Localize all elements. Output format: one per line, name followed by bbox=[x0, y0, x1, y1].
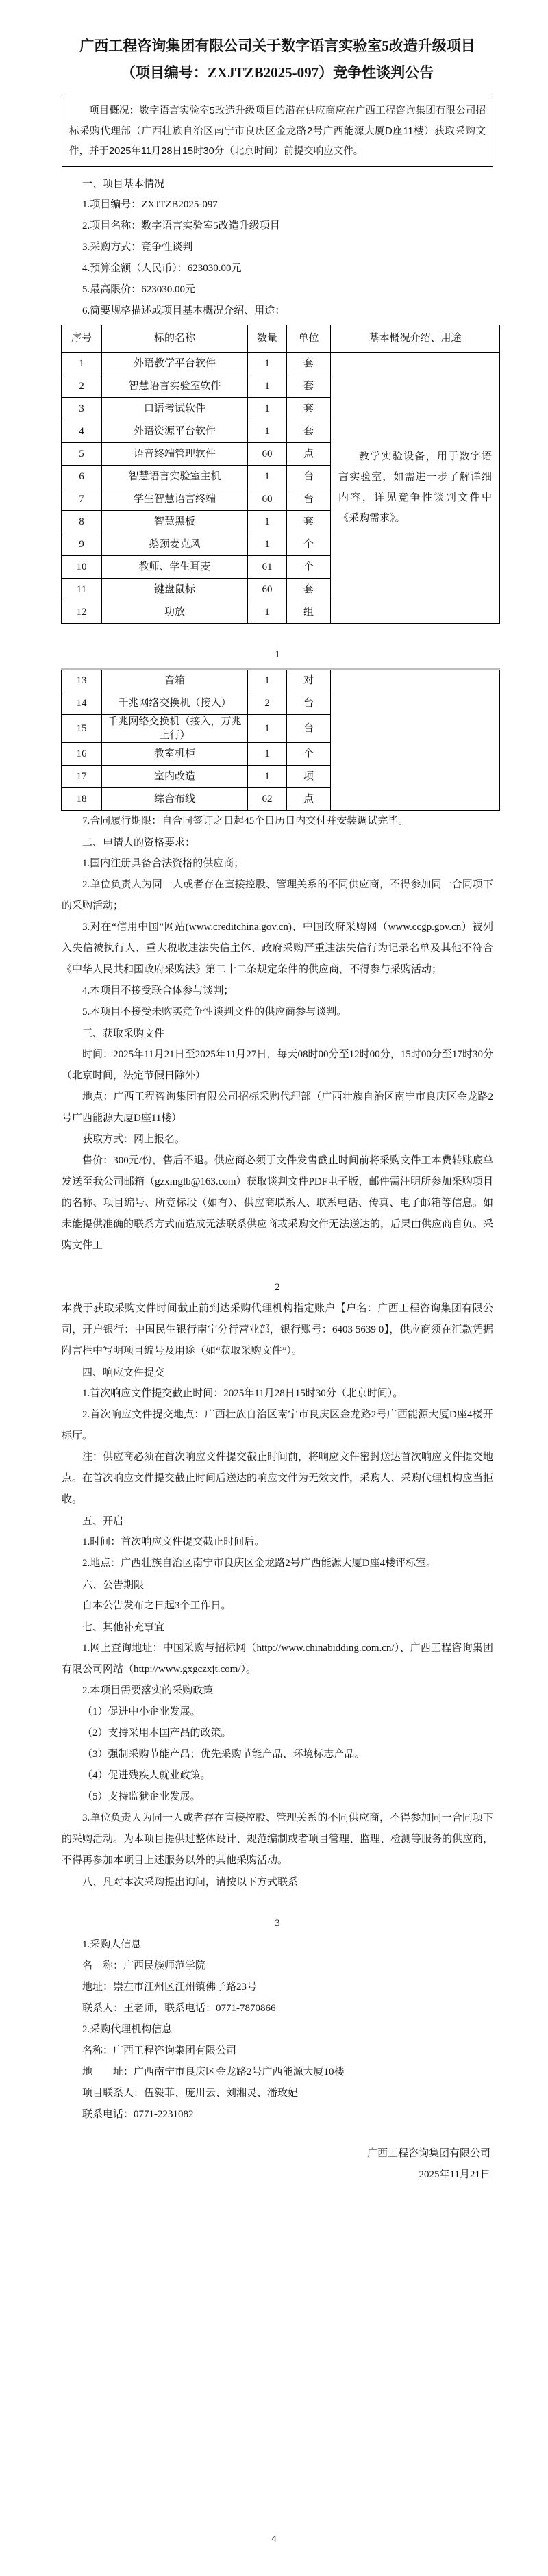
paragraph: 5.本项目不接受未购买竞争性谈判文件的供应商参与谈判。 bbox=[82, 1006, 347, 1018]
page-number: 1 bbox=[275, 648, 280, 660]
page-number: 3 bbox=[275, 1917, 280, 1929]
table-cell: 学生智慧语言终端 bbox=[102, 488, 248, 510]
table-cell: 4 bbox=[62, 420, 102, 442]
paragraph: 注：供应商必须在首次响应文件提交截止时间前，将响应文件密封送达首次响应文件提交地点。在首次响应文件提交截止时间后送达的响应文件为无效文件，采购人、采购代理机构应当拒收。 bbox=[62, 1451, 494, 1505]
paragraph: 联系人：王老师，联系电话：0771-7870866 bbox=[82, 2002, 276, 2014]
table-cell: 5 bbox=[62, 442, 102, 465]
table-cell: 套 bbox=[287, 397, 331, 420]
table-cell: 套 bbox=[287, 375, 331, 397]
table-cell: 套 bbox=[287, 420, 331, 442]
table-cell: 个 bbox=[287, 742, 331, 765]
table-cell: 组 bbox=[287, 601, 331, 623]
table-cell: 音箱 bbox=[102, 669, 248, 692]
table-description-cell: 教学实验设备，用于数字语言实验室，如需进一步了解详细内容，详见竞争性谈判文件中《采购需求》。 bbox=[331, 352, 500, 623]
table-header-cell: 序号 bbox=[62, 325, 102, 352]
table-cell: 1 bbox=[62, 352, 102, 375]
table-cell: 6 bbox=[62, 465, 102, 488]
table-cell: 17 bbox=[62, 765, 102, 787]
document-title-line2: （项目编号：ZXJTZB2025-097）竞争性谈判公告 bbox=[121, 64, 434, 81]
table-cell: 1 bbox=[248, 510, 287, 533]
table-cell: 62 bbox=[248, 787, 287, 810]
paragraph: 名称：广西工程咨询集团有限公司 bbox=[82, 2045, 237, 2056]
paragraph: （5）支持监狱企业发展。 bbox=[82, 1791, 201, 1802]
table-cell: 个 bbox=[287, 533, 331, 555]
paragraph: 联系电话：0771-2231082 bbox=[82, 2108, 194, 2120]
paragraph: 2.首次响应文件提交地点：广西壮族自治区南宁市良庆区金龙路2号广西能源大厦D座4楼开标厅。 bbox=[62, 1409, 493, 1441]
table-cell: 智慧语言实验室主机 bbox=[102, 465, 248, 488]
paragraph: 自本公告发布之日起3个工作日。 bbox=[82, 1600, 232, 1611]
table-cell: 1 bbox=[248, 375, 287, 397]
table-cell: 1 bbox=[248, 742, 287, 765]
paragraph: 3.采购方式：竞争性谈判 bbox=[82, 241, 193, 253]
paragraph: 4.本项目不接受联合体参与谈判； bbox=[82, 985, 234, 996]
table-cell: 18 bbox=[62, 787, 102, 810]
items-table-page1 bbox=[61, 325, 500, 624]
table-cell: 1 bbox=[248, 397, 287, 420]
table-cell: 10 bbox=[62, 555, 102, 578]
paragraph: 1.时间：首次响应文件提交截止时间后。 bbox=[82, 1536, 265, 1548]
table-cell: 60 bbox=[248, 442, 287, 465]
section-heading: 六、公告期限 bbox=[82, 1578, 145, 1591]
items-table-page2 bbox=[61, 668, 500, 811]
paragraph: 1.采购人信息 bbox=[82, 1939, 142, 1950]
section-heading: 八、凡对本次采购提出询问，请按以下方式联系 bbox=[82, 1876, 299, 1888]
table-header-row bbox=[62, 325, 500, 352]
table-cell: 语音终端管理软件 bbox=[102, 442, 248, 465]
paragraph: 1.项目编号：ZXJTZB2025-097 bbox=[82, 199, 218, 210]
table-cell: 2 bbox=[62, 375, 102, 397]
paragraph: 3.单位负责人为同一人或者存在直接控股、管理关系的不同供应商，不得参加同一合同项下的采购活动。为本项目提供过整体设计、规范编制或者项目管理、监理、检测等服务的供应商，不得再参加本项目上述服务以外的其他采购活动。 bbox=[62, 1812, 494, 1866]
document-title-line1: 广西工程咨询集团有限公司关于数字语言实验室5改造升级项目 bbox=[79, 38, 475, 54]
paragraph: （2）支持采用本国产品的政策。 bbox=[82, 1727, 232, 1739]
paragraph: 7.合同履行期限：自合同签订之日起45个日历日内交付并安装调试完毕。 bbox=[82, 815, 409, 826]
paragraph: 1.首次响应文件提交截止时间：2025年11月28日15时30分（北京时间）。 bbox=[82, 1387, 403, 1399]
table-cell: 12 bbox=[62, 601, 102, 623]
table-header-cell: 数量 bbox=[248, 325, 287, 352]
table-cell: 1 bbox=[248, 669, 287, 692]
page-number: 2 bbox=[275, 1281, 280, 1293]
table-cell: 台 bbox=[287, 714, 331, 742]
paragraph: 2.项目名称：数字语言实验室5改造升级项目 bbox=[82, 220, 280, 231]
paragraph: 3.对在“信用中国”网站(www.creditchina.gov.cn)、中国政府采购网（www.ccgp.gov.cn）被列入失信被执行人、重大税收违法失信主体、政府采购严重违法失信行为记录名单及其他不符合《中华人民共和国政府采购法》第二十二条规定条件的供应商，不得参与采购活动； bbox=[62, 921, 493, 975]
signature-date: 2025年11月21日 bbox=[419, 2169, 490, 2180]
table-cell: 61 bbox=[248, 555, 287, 578]
table-cell: 14 bbox=[62, 692, 102, 714]
table-cell: 套 bbox=[287, 578, 331, 601]
paragraph: 项目联系人：伍毅菲、庞川云、刘湘灵、潘玫妃 bbox=[82, 2087, 299, 2099]
table-cell: 1 bbox=[248, 420, 287, 442]
table-cell: 外语教学平台软件 bbox=[102, 352, 248, 375]
paragraph: 2.单位负责人为同一人或者存在直接控股、管理关系的不同供应商，不得参加同一合同项下的采购活动； bbox=[62, 879, 493, 911]
table-cell: 套 bbox=[287, 510, 331, 533]
table-cell: 鹅颈麦克风 bbox=[102, 533, 248, 555]
table-cell: 点 bbox=[287, 442, 331, 465]
table-cell: 1 bbox=[248, 601, 287, 623]
table-cell: 外语资源平台软件 bbox=[102, 420, 248, 442]
table-header-cell: 标的名称 bbox=[102, 325, 248, 352]
paragraph: 5.最高限价：623030.00元 bbox=[82, 283, 196, 295]
paragraph: 时间：2025年11月21日至2025年11月27日，每天08时00分至12时00分，15时00分至17时30分（北京时间，法定节假日除外） bbox=[62, 1048, 493, 1081]
table-cell: 60 bbox=[248, 488, 287, 510]
section-heading: 七、其他补充事宜 bbox=[82, 1621, 165, 1633]
project-overview-box bbox=[62, 97, 493, 167]
table-description-cell bbox=[331, 669, 500, 810]
paragraph: 2.本项目需要落实的采购政策 bbox=[82, 1684, 214, 1696]
table-cell: 台 bbox=[287, 488, 331, 510]
paragraph: 本费于获取采购文件时间截止前到达采购代理机构指定账户【户名：广西工程咨询集团有限公司，开户银行：中国民生银行南宁分行营业部，银行账号：6403 5639 0】，供应商须在汇款凭据附言栏中写明项目编号及用途（如“获取采购文件”）。 bbox=[62, 1302, 493, 1356]
table-cell: 室内改造 bbox=[102, 765, 248, 787]
paragraph: 售价：300元/份，售后不退。供应商必须于文件发售截止时间前将采购文件工本费转账底单发送至我公司邮箱（gzxmglb@163.com）获取谈判文件PDF电子版，邮件需注明所参加采购项目的名称、项目编号、所竞标段（如有）、供应商联系人、联系电话、传真、电子邮箱等信息。如未能提供准确的联系方式而造成无法联系供应商或采购文件无法送达的，后果由供应商自负。采购文件工 bbox=[62, 1154, 494, 1251]
table-cell: 个 bbox=[287, 555, 331, 578]
table-header-cell: 基本概况介绍、用途 bbox=[331, 325, 500, 352]
table-cell: 功放 bbox=[102, 601, 248, 623]
paragraph: （3）强制采购节能产品；优先采购节能产品、环境标志产品。 bbox=[82, 1748, 365, 1760]
table-header-cell: 单位 bbox=[287, 325, 331, 352]
table-cell: 16 bbox=[62, 742, 102, 765]
table-cell: 1 bbox=[248, 765, 287, 787]
table-cell: 教师、学生耳麦 bbox=[102, 555, 248, 578]
table-row bbox=[62, 352, 500, 375]
document-body bbox=[62, 173, 493, 2186]
table-cell: 8 bbox=[62, 510, 102, 533]
table-cell: 9 bbox=[62, 533, 102, 555]
table-cell: 对 bbox=[287, 669, 331, 692]
section-heading: 一、项目基本情况 bbox=[82, 177, 165, 190]
table-cell: 1 bbox=[248, 465, 287, 488]
table-cell: 13 bbox=[62, 669, 102, 692]
table-cell: 1 bbox=[248, 352, 287, 375]
signature-company: 广西工程咨询集团有限公司 bbox=[366, 2147, 490, 2159]
paragraph: 2.采购代理机构信息 bbox=[82, 2023, 173, 2035]
page-number-4: 4 bbox=[271, 2534, 277, 2545]
paragraph: 1.网上查询地址：中国采购与招标网（http://www.chinabidding.com.cn/）、广西工程咨询集团有限公司网站（http://www.gxgczxjt.com/）。 bbox=[62, 1642, 493, 1675]
table-cell: 智慧黑板 bbox=[102, 510, 248, 533]
paragraph: 4.预算金额（人民币）：623030.00元 bbox=[82, 262, 242, 274]
table-cell: 智慧语言实验室软件 bbox=[102, 375, 248, 397]
section-heading: 二、申请人的资格要求： bbox=[82, 836, 196, 848]
table-cell: 11 bbox=[62, 578, 102, 601]
table-cell: 台 bbox=[287, 465, 331, 488]
table-cell: 综合布线 bbox=[102, 787, 248, 810]
table-cell: 口语考试软件 bbox=[102, 397, 248, 420]
table-cell: 项 bbox=[287, 765, 331, 787]
paragraph: 6.简要规格描述或项目基本概况介绍、用途： bbox=[82, 305, 286, 316]
paragraph: 2.地点：广西壮族自治区南宁市良庆区金龙路2号广西能源大厦D座4楼评标室。 bbox=[82, 1557, 437, 1569]
paragraph: 名 称：广西民族师范学院 bbox=[82, 1960, 206, 1971]
table-cell: 3 bbox=[62, 397, 102, 420]
paragraph: 获取方式：网上报名。 bbox=[82, 1133, 186, 1145]
paragraph: 地点：广西工程咨询集团有限公司招标采购代理部（广西壮族自治区南宁市良庆区金龙路2号广西能源大厦D座11楼） bbox=[62, 1091, 493, 1124]
section-heading: 四、响应文件提交 bbox=[82, 1366, 165, 1378]
table-row bbox=[62, 669, 500, 692]
table-cell: 台 bbox=[287, 692, 331, 714]
paragraph: （4）促进残疾人就业政策。 bbox=[82, 1769, 211, 1781]
table-cell: 教室机柜 bbox=[102, 742, 248, 765]
paragraph: 地 址：广西南宁市良庆区金龙路2号广西能源大厦10楼 bbox=[82, 2066, 345, 2078]
table-cell: 键盘鼠标 bbox=[102, 578, 248, 601]
table-cell: 15 bbox=[62, 714, 102, 742]
table-cell: 1 bbox=[248, 533, 287, 555]
section-heading: 五、开启 bbox=[82, 1515, 124, 1527]
table-cell: 1 bbox=[248, 714, 287, 742]
paragraph: （1）促进中小企业发展。 bbox=[82, 1706, 201, 1717]
table-cell: 2 bbox=[248, 692, 287, 714]
table-cell: 点 bbox=[287, 787, 331, 810]
table-cell: 千兆网络交换机（接入，万兆上行） bbox=[102, 714, 248, 742]
section-heading: 三、获取采购文件 bbox=[82, 1027, 165, 1039]
table-cell: 套 bbox=[287, 352, 331, 375]
paragraph: 1.国内注册具备合法资格的供应商； bbox=[82, 857, 245, 869]
table-cell: 60 bbox=[248, 578, 287, 601]
project-overview-text: 项目概况：数字语言实验室5改造升级项目的潜在供应商应在广西工程咨询集团有限公司招标采购代理部（广西壮族自治区南宁市良庆区金龙路2号广西能源大厦D座11楼）获取采购文件，并于2025年11月28日15时30分（北京时间）前提交响应文件。 bbox=[69, 105, 486, 157]
table-cell: 7 bbox=[62, 488, 102, 510]
paragraph: 地址：崇左市江州区江州镇佛子路23号 bbox=[82, 1981, 258, 1993]
table-cell: 千兆网络交换机（接入） bbox=[102, 692, 248, 714]
